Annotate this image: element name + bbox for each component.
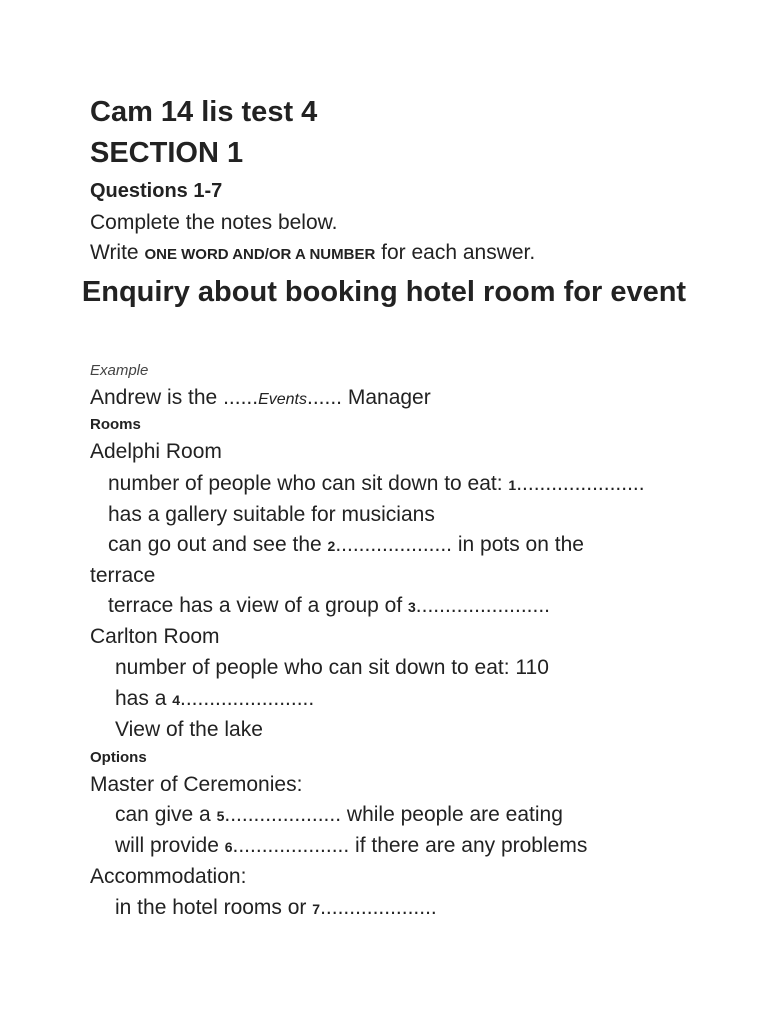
- mc-line-1-text: can give a: [115, 803, 217, 826]
- question-number-7: 7: [312, 901, 321, 917]
- adelphi-room-name: Adelphi Room: [90, 440, 222, 463]
- accommodation-line-1: [115, 896, 437, 920]
- question-number-6: 6: [224, 839, 233, 855]
- example-pre: Andrew is the ......: [90, 386, 259, 409]
- answer-gap-4: .......................: [180, 687, 315, 710]
- adelphi-line-4: [108, 594, 550, 618]
- carlton-line-2: [115, 687, 314, 711]
- options-heading: Options: [90, 749, 147, 766]
- instruction-complete: Complete the notes below.: [90, 211, 338, 234]
- questions-heading: Questions 1-7: [90, 180, 223, 202]
- adelphi-line-4-text: terrace has a view of a group of: [108, 594, 408, 617]
- question-number-3: 3: [408, 599, 416, 615]
- mc-line-1: [115, 803, 563, 827]
- question-number-2: 2: [327, 538, 336, 554]
- question-number-5: 5: [216, 808, 225, 824]
- adelphi-line-2: has a gallery suitable for musicians: [108, 503, 435, 526]
- instruction-write: [90, 241, 535, 265]
- carlton-line-2-text: has a: [115, 687, 173, 710]
- answer-gap-6: .................... if there are any problems: [232, 834, 588, 857]
- carlton-line-1: number of people who can sit down to eat: 110: [115, 656, 549, 679]
- example-label: Example: [90, 362, 149, 379]
- mc-name: Master of Ceremonies:: [90, 773, 303, 796]
- adelphi-line-1-text: number of people who can sit down to eat:: [108, 472, 509, 495]
- rooms-heading: Rooms: [90, 416, 141, 433]
- question-number-1: 1: [508, 477, 517, 493]
- example-line: [90, 386, 431, 410]
- section-heading: SECTION 1: [90, 137, 244, 169]
- adelphi-line-1: [108, 472, 645, 496]
- accommodation-name: Accommodation:: [90, 865, 247, 888]
- answer-gap-1: ......................: [516, 472, 645, 495]
- test-title: Cam 14 lis test 4: [90, 96, 318, 128]
- instruction-write-pre: Write: [90, 241, 145, 264]
- instruction-word-limit: ONE WORD AND/OR A NUMBER: [144, 246, 376, 263]
- example-answer: Events: [258, 391, 307, 408]
- example-post: ...... Manager: [307, 386, 431, 409]
- answer-gap-2: .................... in pots on the: [335, 533, 584, 556]
- carlton-room-name: Carlton Room: [90, 625, 220, 648]
- answer-gap-7: ....................: [320, 896, 437, 919]
- question-number-4: 4: [172, 692, 181, 708]
- answer-gap-5: .................... while people are eating: [224, 803, 563, 826]
- adelphi-line-3-wrap: terrace: [90, 564, 156, 587]
- accommodation-line-1-text: in the hotel rooms or: [115, 896, 313, 919]
- mc-line-2-text: will provide: [115, 834, 225, 857]
- adelphi-line-3: [108, 533, 584, 557]
- mc-line-2: [115, 834, 587, 858]
- adelphi-line-3-text: can go out and see the: [108, 533, 328, 556]
- carlton-line-3: View of the lake: [115, 718, 263, 741]
- instruction-write-post: for each answer.: [375, 241, 536, 264]
- answer-gap-3: .......................: [415, 594, 550, 617]
- notes-title: Enquiry about booking hotel room for event: [81, 276, 687, 308]
